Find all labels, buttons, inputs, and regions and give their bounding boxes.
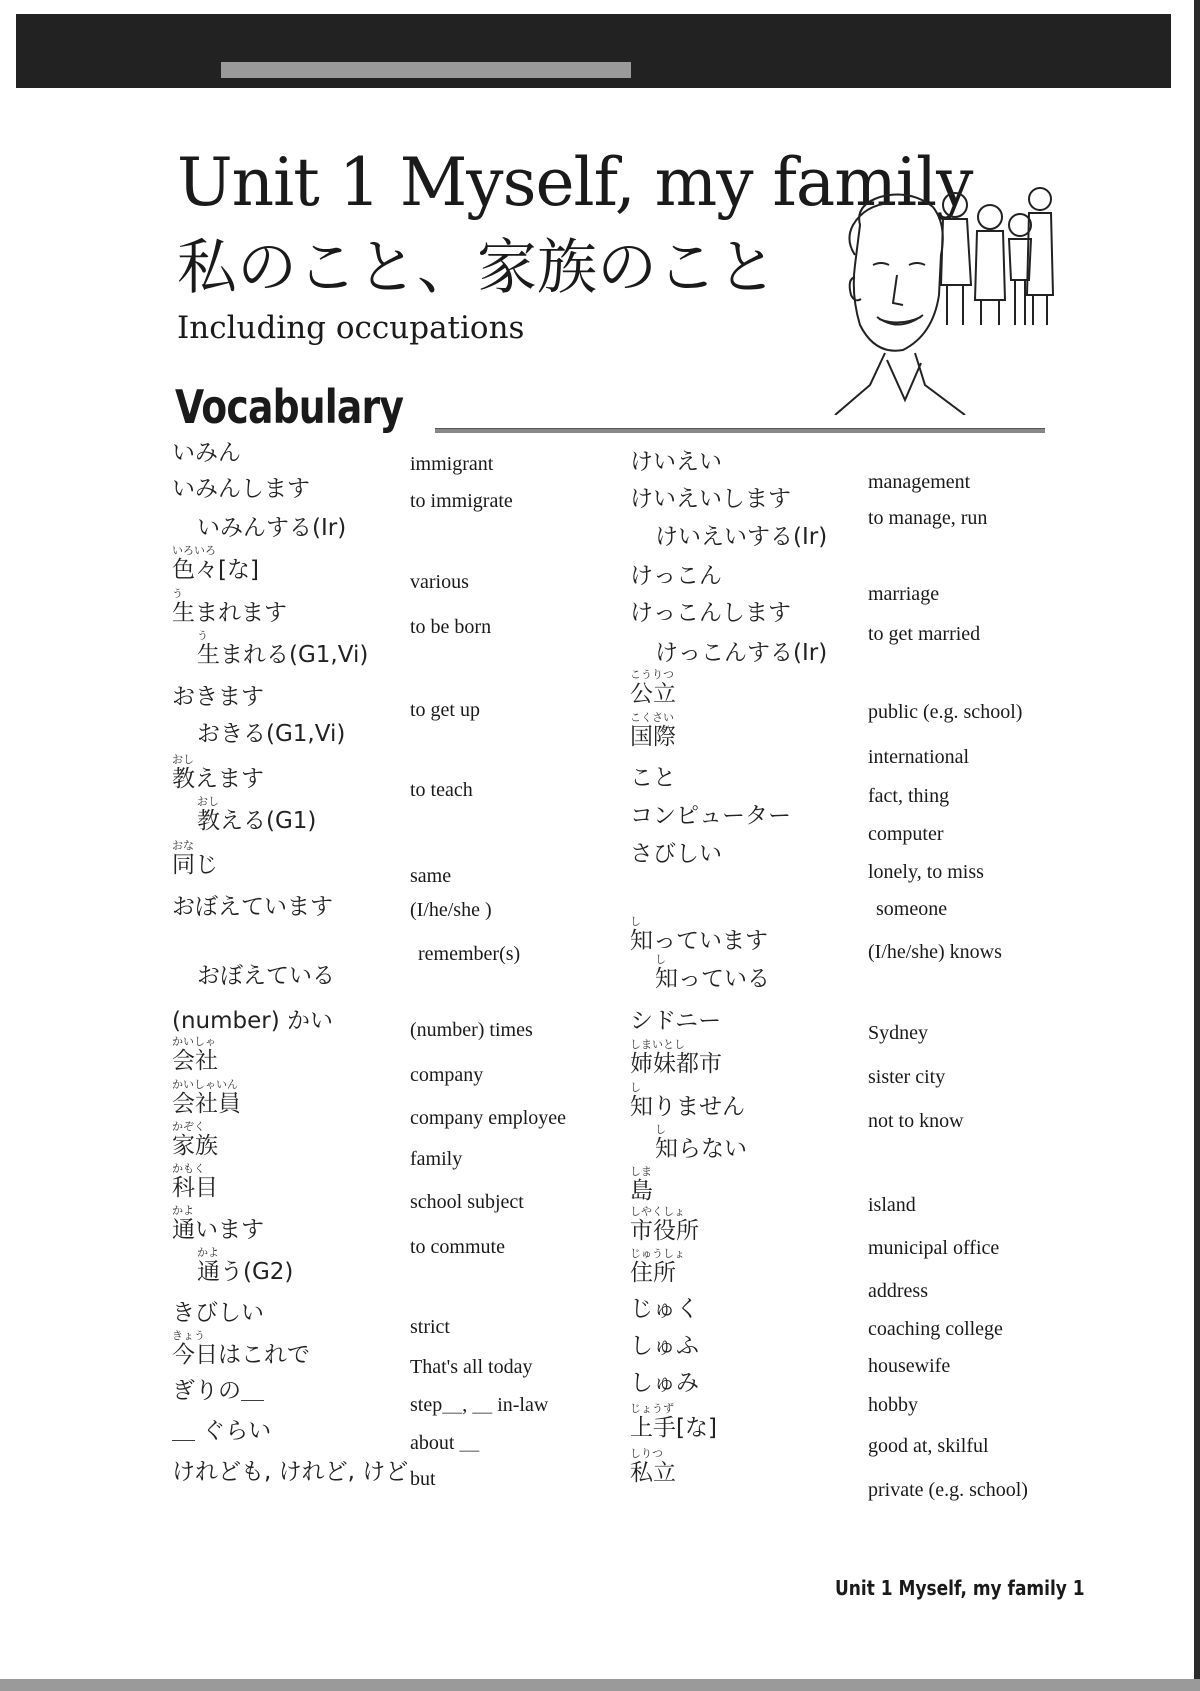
vocab-term: しゅみ [630, 1370, 699, 1396]
vocab-meaning: to teach [410, 779, 473, 801]
vocab-term: 色々[な] [172, 557, 259, 583]
vocab-meaning: to get married [868, 623, 981, 645]
vocab-term: 知っている [655, 966, 770, 992]
vocab-term: ぎりの＿ [172, 1378, 264, 1404]
vocab-meaning: family [410, 1148, 463, 1170]
vocab-furigana: じゅうしょ [630, 1247, 685, 1260]
vocab-furigana: かいしゃいん [172, 1078, 238, 1091]
vocab-term: さびしい [630, 841, 722, 867]
vocab-furigana: う [172, 587, 183, 600]
vocab-meaning: to get up [410, 699, 480, 721]
vocab-term: いみんします [172, 476, 310, 502]
vocab-term: 私立 [630, 1460, 676, 1486]
vocab-term: 生まれる(G1,Vi) [197, 642, 369, 668]
vocab-furigana: し [630, 915, 641, 928]
vocab-meaning: to manage, run [868, 507, 988, 529]
vocab-furigana: かぞく [172, 1120, 205, 1133]
vocab-term: 教える(G1) [197, 808, 317, 834]
vocab-meaning: management [868, 471, 971, 493]
vocab-meaning: company employee [410, 1107, 567, 1129]
vocab-term: 科目 [172, 1175, 218, 1201]
vocab-furigana: しまいとし [630, 1038, 685, 1051]
vocab-term: 会社員 [172, 1091, 241, 1117]
vocab-meaning: (I/he/she ) [410, 899, 492, 921]
vocab-meaning: various [410, 571, 469, 593]
vocab-term: けっこん [630, 563, 722, 589]
vocab-meaning: immigrant [410, 453, 494, 475]
vocab-furigana: おし [197, 795, 219, 808]
family-illustration [815, 185, 1060, 415]
scan-strip [221, 62, 631, 78]
vocab-furigana: こくさい [630, 711, 674, 724]
vocab-term: けいえいします [630, 486, 791, 512]
vocabulary-heading: Vocabulary [175, 380, 404, 434]
vocab-term: けいえい [630, 449, 722, 475]
vocab-meaning: address [868, 1280, 928, 1302]
vocab-furigana: おな [172, 839, 194, 852]
vocab-meaning: lonely, to miss [868, 861, 984, 883]
vocab-meaning: about ＿ [410, 1432, 480, 1454]
unit-title-japanese: 私のこと、家族のこと [177, 233, 777, 303]
vocab-term: 国際 [630, 724, 676, 750]
vocab-meaning: remember(s) [418, 943, 521, 965]
unit-title-english: Unit 1 Myself, my family [177, 144, 973, 221]
vocab-furigana: しやくしょ [630, 1205, 685, 1218]
vocab-meaning: someone [876, 898, 948, 920]
vocab-term: (number) かい [172, 1008, 334, 1034]
vocab-term: 今日はこれで [172, 1342, 310, 1368]
vocab-meaning: (number) times [410, 1019, 533, 1041]
vocab-term: いみん [172, 440, 241, 466]
vocab-meaning: international [868, 746, 970, 768]
vocab-term: おきます [172, 684, 264, 710]
vocab-term: 市役所 [630, 1218, 699, 1244]
vocab-term: 島 [630, 1178, 653, 1204]
vocab-term: おきる(G1,Vi) [197, 721, 346, 747]
vocab-meaning: to immigrate [410, 490, 513, 512]
vocab-furigana: きょう [172, 1329, 205, 1342]
vocab-meaning: hobby [868, 1394, 918, 1416]
vocab-term: しゅふ [630, 1333, 699, 1359]
vocab-term: 通う(G2) [197, 1259, 294, 1285]
vocab-term: 教えます [172, 766, 264, 792]
vocab-furigana: う [197, 629, 208, 642]
vocab-meaning: but [410, 1468, 436, 1490]
vocab-meaning: step＿, ＿ in-law [410, 1394, 549, 1416]
vocab-term: ＿ ぐらい [172, 1418, 272, 1444]
vocab-term: こと [630, 765, 676, 791]
vocab-term: 会社 [172, 1048, 218, 1074]
vocab-term: 姉妹都市 [630, 1051, 722, 1077]
vocab-term: 知らない [655, 1136, 747, 1162]
vocab-term: コンピューター [630, 803, 791, 829]
vocab-furigana: かよ [197, 1246, 219, 1259]
vocab-furigana: じょうず [630, 1402, 674, 1415]
vocab-meaning: public (e.g. school) [868, 701, 1023, 723]
vocab-term: 住所 [630, 1260, 676, 1286]
page-footer: Unit 1 Myself, my family 1 [835, 1576, 1085, 1600]
vocab-meaning: same [410, 865, 452, 887]
vocab-furigana: し [655, 1123, 666, 1136]
vocab-term: 同じ [172, 852, 218, 878]
vocab-meaning: school subject [410, 1191, 524, 1213]
vocab-furigana: かいしゃ [172, 1035, 216, 1048]
vocab-term: おぼえています [172, 894, 333, 920]
vocab-term: 公立 [630, 681, 676, 707]
vocab-term: シドニー [630, 1008, 722, 1034]
vocab-meaning: private (e.g. school) [868, 1479, 1028, 1501]
vocab-term: 上手[な] [630, 1415, 717, 1441]
vocab-meaning: strict [410, 1316, 450, 1338]
vocab-furigana: し [630, 1081, 641, 1094]
vocab-meaning: marriage [868, 583, 940, 605]
vocab-term: 通います [172, 1217, 264, 1243]
vocab-term: けれども, けれど, けど [172, 1459, 409, 1485]
vocab-term: いみんする(Ir) [197, 515, 347, 541]
vocab-meaning: to commute [410, 1236, 505, 1258]
vocab-term: おぼえている [197, 963, 335, 989]
vocab-term: じゅく [630, 1296, 699, 1322]
vocab-meaning: sister city [868, 1066, 946, 1088]
vocab-meaning: housewife [868, 1355, 951, 1377]
vocab-furigana: こうりつ [630, 668, 674, 681]
scan-top-bar [16, 14, 1171, 88]
vocab-furigana: しりつ [630, 1447, 663, 1460]
vocab-meaning: fact, thing [868, 785, 950, 807]
vocab-furigana: し [655, 953, 666, 966]
vocab-meaning: not to know [868, 1110, 964, 1132]
vocab-term: けっこんします [630, 600, 791, 626]
vocab-furigana: かもく [172, 1162, 205, 1175]
scan-bottom-edge [0, 1679, 1200, 1691]
scan-right-edge [1194, 0, 1200, 1691]
vocab-meaning: That's all today [410, 1356, 533, 1378]
vocab-term: 家族 [172, 1133, 218, 1159]
vocab-term: けいえいする(Ir) [655, 524, 828, 550]
vocab-meaning: company [410, 1064, 484, 1086]
vocab-meaning: island [868, 1194, 916, 1216]
vocab-meaning: computer [868, 823, 944, 845]
vocab-term: 生まれます [172, 600, 287, 626]
vocab-meaning: to be born [410, 616, 492, 638]
vocab-furigana: いろいろ [172, 544, 216, 557]
vocab-meaning: (I/he/she) knows [868, 941, 1002, 963]
vocab-term: 知っています [630, 928, 768, 954]
vocab-furigana: おし [172, 753, 194, 766]
vocab-meaning: good at, skilful [868, 1435, 989, 1457]
vocab-furigana: しま [630, 1165, 652, 1178]
vocab-meaning: Sydney [868, 1022, 928, 1044]
vocab-furigana: かよ [172, 1204, 194, 1217]
unit-subtitle: Including occupations [177, 310, 525, 346]
vocab-term: 知りません [630, 1094, 745, 1120]
heading-rule [435, 428, 1045, 433]
vocab-meaning: municipal office [868, 1237, 1000, 1259]
vocab-term: きびしい [172, 1300, 264, 1326]
vocab-term: けっこんする(Ir) [655, 640, 828, 666]
vocab-meaning: coaching college [868, 1318, 1003, 1340]
